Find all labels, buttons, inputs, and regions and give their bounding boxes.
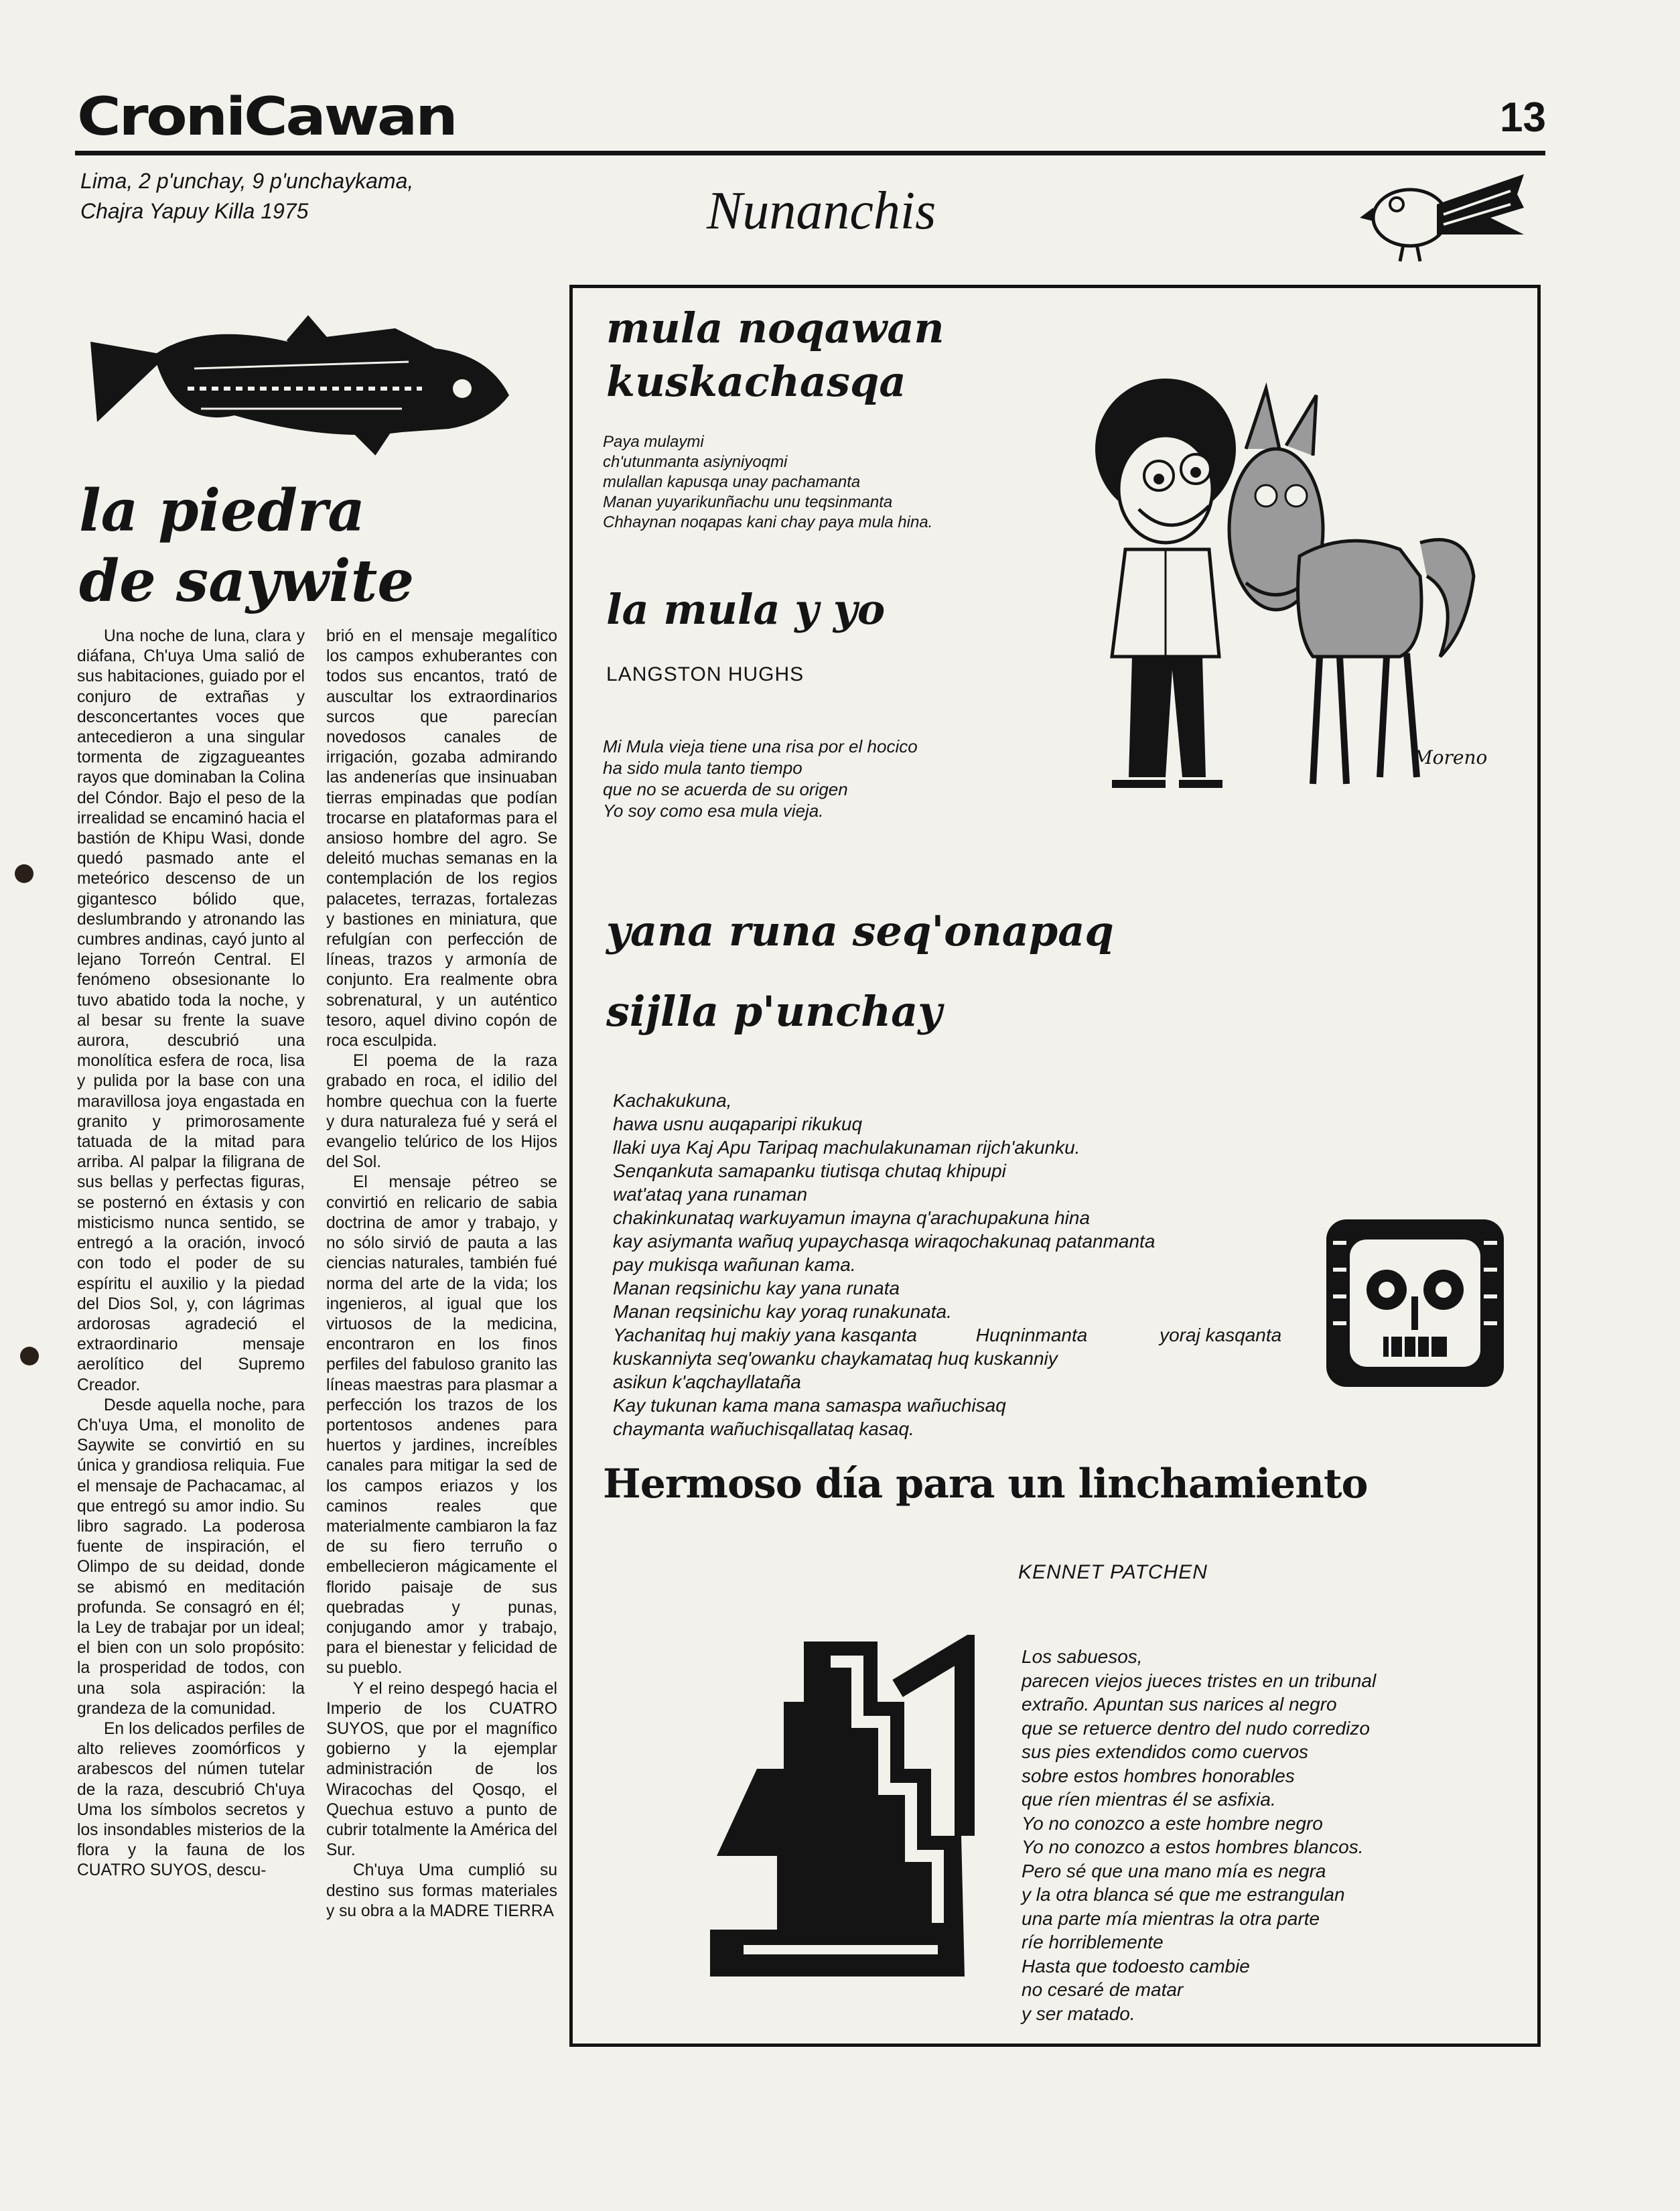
article-paragraph: Desde aquella noche, para Ch'uya Uma, el monolito de Saywite se convirtió en su única y grandiosa reliquia. Fue el mensaje de Pachacamac, al que entregó su amor indio. Su libro sagrado. La poderosa fuente de inspiración, el Olimpo de su deidad, donde se abismó en meditación profunda. Se consagró en él; la Ley de trabajar por un ideal; el bien con un solo propósito: la prosperidad de todos, con una sola aspiración: la grandeza de la comunidad. bbox=[77, 1396, 305, 1718]
verse-line: Manan reqsinichu kay yoraq runakunata. bbox=[613, 1301, 952, 1322]
bird-illustration-icon bbox=[1356, 168, 1531, 268]
verse-line: extraño. Apuntan sus narices al negro bbox=[1022, 1694, 1337, 1715]
verse-line-part: Huqninmanta bbox=[975, 1325, 1088, 1345]
andean-mask-icon bbox=[1323, 1216, 1507, 1397]
verse-line: parecen viejos jueces tristes en un tribunal bbox=[1022, 1670, 1377, 1691]
verse-line: Chhaynan noqapas kani chay paya mula hina. bbox=[603, 513, 933, 531]
poem3-title-line2: sijlla p'unchay bbox=[606, 987, 942, 1036]
verse-line: Manan yuyarikunñachu unu teqsinmanta bbox=[603, 493, 893, 511]
verse-line: Kay tukunan kama mana samaspa wañuchisaq bbox=[613, 1395, 1006, 1416]
verse-line: chaymanta wañuchisqallataq kasaq. bbox=[613, 1418, 914, 1439]
dateline-line1: Lima, 2 p'unchay, 9 p'unchaykama, bbox=[80, 169, 414, 193]
verse-line: Pero sé que una mano mía es negra bbox=[1022, 1860, 1326, 1881]
article-paragraph: brió en el mensaje megalítico los campos exhuberantes con todos sus encantos, trató de auscultar los extraordinarios surcos que parecían novedosos canales de irrigación, gozaba admirando las andenerías que insinuaban tierras empinadas que podían trocarse en plataformas para el ansioso hombre del agro. Se deleitó muchas semanas en la contemplación de los regios palacetes, terrazas, fortalezas y bastiones en miniatura, que refulgían con perfección de líneas, trazos y armonía de conjunto. Era realmente obra sobrenatural, y un auténtico tesoro, aquel divino copón de roca esculpida. bbox=[326, 627, 557, 1051]
verse-line: Yo soy como esa mula vieja. bbox=[603, 801, 824, 821]
verse-line: Senqankuta samapanku tiutisqa chutaq khipupi bbox=[613, 1160, 1006, 1181]
verse-line: sobre estos hombres honorables bbox=[1022, 1765, 1295, 1786]
article-column-1 bbox=[77, 626, 305, 1881]
verse-line: una parte mía mientras la otra parte bbox=[1022, 1907, 1320, 1929]
article-title-line1: la piedra bbox=[79, 477, 366, 545]
punch-hole bbox=[15, 864, 33, 883]
article-paragraph: Y el reino despegó hacia el Imperio de los CUATRO SUYOS, que por el magnífico gobierno y la ejemplar administración de los Wiracochas del Qosqo, el Quechua estuvo a punto de cubrir totalmente la América del Sur. bbox=[326, 1679, 557, 1860]
man-and-mule-cartoon-icon bbox=[1065, 375, 1487, 817]
verse-line: y ser matado. bbox=[1022, 2003, 1135, 2024]
article-paragraph: Ch'uya Uma cumplió su destino sus formas materiales y su obra a la MADRE TIERRA bbox=[326, 1861, 557, 1920]
masthead-rule bbox=[75, 151, 1545, 155]
verse-line: Paya mulaymi bbox=[603, 433, 704, 451]
masthead-title: CroniCawan bbox=[77, 87, 456, 147]
verse-line: Yo no conozco a este hombre negro bbox=[1022, 1812, 1323, 1834]
poem4-title: Hermoso día para un linchamiento bbox=[603, 1461, 1368, 1508]
verse-line: hawa usnu auqaparipi rikukuq bbox=[613, 1114, 863, 1134]
article-paragraph: El mensaje pétreo se convirtió en relicario de sabia doctrina de amor y trabajo, y no sólo sirvió de pauta a las ciencias naturales, también fué norma del arte de la vida; los ingenieros, al igual que los virtuosos de la medicina, encontraron en los finos perfiles del fabuloso granito las líneas maestras para plasmar a perfección los trazos de los portentosos andenes para huertos y jardines, increíbles canales para mitigar la sed de los campos eriazos y los caminos reales que materialmente cambiaron la faz de su fiero terruño o embellecieron mágicamente el florido paisaje de sus quebradas y punas, conjugando amor y trabajo, para el bienestar y felicidad de su pueblo. bbox=[326, 1173, 557, 1678]
verse-line: Hasta que todoesto cambie bbox=[1022, 1955, 1250, 1977]
article-paragraph: El poema de la raza grabado en roca, el idilio del hombre quechua con la fuerte y dura naturaleza fué y será el evangelio telúrico de los Hijos del Sol. bbox=[326, 1052, 557, 1172]
verse-line: Kachakukuna, bbox=[613, 1090, 732, 1111]
poem3-title-line1: yana runa seq'onapaq bbox=[606, 907, 1114, 955]
article-paragraph: En los delicados perfiles de alto relieves zoomórficos y arabescos del númen tutelar de la raza, descubrió Ch'uya Uma los símbolos secretos y los insondables misterios de la flora y la fauna de los CUATRO SUYOS, descu- bbox=[77, 1719, 305, 1880]
article-paragraph: Una noche de luna, clara y diáfana, Ch'uya Uma salió de sus habitaciones, guiado por el conjuro de extrañas y desconcertantes voces que antecedieron a una singular tormenta de zigzagueantes rayos que dominaban la Colina del Cóndor. Bajo el peso de la irrealidad se encaminó hacia el bastión de Khipu Wasi, donde quedó pasmado ante el meteórico descenso de un gigantesco bólido que, deslumbrando y atronando las cumbres andinas, cayó junto al lejano Torreón Central. El fenómeno obsesionante lo tuvo abatido toda la noche, y al besar su frente la suave aurora, descubrió una monolítica esfera de roca, lisa y pulida por la base con una maravillosa joya engastada en granito y primorosamente tatuada de la mitad para arriba. Al palpar la filigrana de sus bellas y perfectas figuras, se posternó en éxtasis y con misticismo nunca sentido, se entregó a la oración, invocó con todo el poder de su espíritu el auxilio y la piedad del Dios Sol, y, con lágrimas ardorosas agradeció el extraordinario mensaje aerolítico del Supremo Creador. bbox=[77, 627, 305, 1394]
verse-line: wat'ataq yana runaman bbox=[613, 1184, 808, 1205]
verse-line: sus pies extendidos como cuervos bbox=[1022, 1741, 1308, 1762]
verse-line: no cesaré de matar bbox=[1022, 1979, 1184, 2000]
dateline-line2: Chajra Yapuy Killa 1975 bbox=[80, 199, 309, 223]
poem4-author: KENNET PATCHEN bbox=[1018, 1561, 1208, 1583]
poem1-title-line1: mula noqawan bbox=[606, 304, 944, 352]
verse-line: que se retuerce dentro del nudo corredizo bbox=[1022, 1717, 1370, 1739]
verse-line-part: Yachanitaq huj makiy yana kasqanta bbox=[613, 1325, 917, 1345]
poem2-verse bbox=[603, 736, 918, 821]
section-title: Nunanchis bbox=[707, 182, 936, 241]
verse-line: Manan reqsinichu kay yana runata bbox=[613, 1278, 900, 1298]
article-column-2 bbox=[326, 626, 557, 1922]
verse-line: que no se acuerda de su origen bbox=[603, 779, 848, 799]
verse-line: ch'utunmanta asiyniyoqmi bbox=[603, 453, 788, 471]
verse-line: kuskanniyta seq'owanku chaykamataq huq kuskanniy bbox=[613, 1348, 1058, 1369]
stepped-pyramid-icon bbox=[697, 1635, 978, 1983]
verse-line: kay asiymanta wañuq yupaychasqa wiraqochakunaq patanmanta bbox=[613, 1231, 1156, 1252]
poem3-verse bbox=[613, 1089, 1281, 1440]
dateline bbox=[80, 166, 413, 226]
punch-hole bbox=[20, 1347, 39, 1365]
verse-line bbox=[613, 1323, 1281, 1347]
verse-line: mulallan kapusqa unay pachamanta bbox=[603, 473, 861, 491]
fish-illustration-icon bbox=[87, 315, 516, 456]
verse-line: Yo no conozco a estos hombres blancos. bbox=[1022, 1836, 1364, 1857]
poem1-verse bbox=[603, 432, 932, 533]
page-number: 13 bbox=[1500, 94, 1546, 141]
verse-line: ha sido mula tanto tiempo bbox=[603, 758, 802, 778]
poem2-title: la mula y yo bbox=[606, 585, 886, 634]
verse-line: chakinkunataq warkuyamun imayna q'arachupakuna hina bbox=[613, 1207, 1091, 1228]
article-title-line2: de saywite bbox=[79, 547, 415, 615]
poem2-author: LANGSTON HUGHS bbox=[606, 663, 804, 685]
verse-line: que ríen mientras él se asfixia. bbox=[1022, 1789, 1276, 1810]
verse-line: Los sabuesos, bbox=[1022, 1646, 1143, 1667]
verse-line: ríe horriblemente bbox=[1022, 1932, 1164, 1952]
poem1-title-line2: kuskachasqa bbox=[606, 357, 906, 406]
verse-line: Mi Mula vieja tiene una risa por el hocico bbox=[603, 736, 918, 756]
verse-line-part: yoraj kasqanta bbox=[1160, 1325, 1282, 1345]
verse-line: y la otra blanca sé que me estrangulan bbox=[1022, 1884, 1345, 1905]
verse-line: asikun k'aqchayllataña bbox=[613, 1371, 801, 1392]
cartoon-signature: Moreno bbox=[1413, 746, 1487, 768]
verse-line: llaki uya Kaj Apu Taripaq machulakunaman rijch'akunku. bbox=[613, 1137, 1080, 1158]
verse-line: pay mukisqa wañunan kama. bbox=[613, 1254, 856, 1275]
poem4-verse bbox=[1022, 1645, 1376, 2025]
